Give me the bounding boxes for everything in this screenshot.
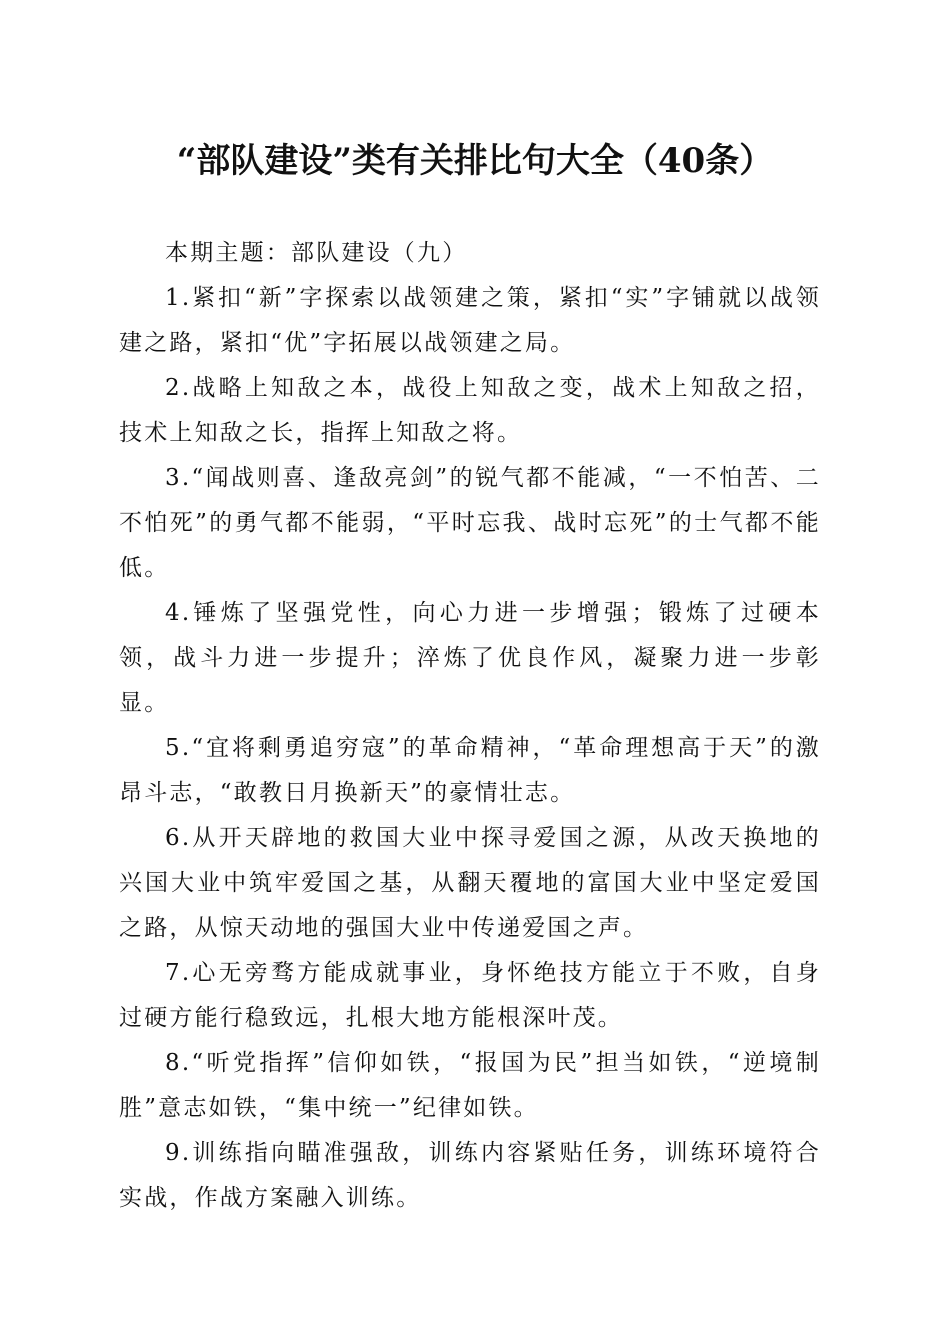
- item-paragraph-3: 3.“闻战则喜、逢敌亮剑”的锐气都不能减，“一不怕苦、二不怕死”的勇气都不能弱，“平时忘我、战时忘死”的士气都不能低。: [119, 465, 821, 581]
- item-paragraph-8: 8.“听党指挥”信仰如铁，“报国为民”担当如铁，“逆境制胜”意志如铁，“集中统一”纪律如铁。: [119, 1050, 821, 1121]
- item-paragraph-2: 2.战略上知敌之本，战役上知敌之变，战术上知敌之招，技术上知敌之长，指挥上知敌之将。: [119, 375, 821, 446]
- item-paragraph-7: 7.心无旁骛方能成就事业，身怀绝技方能立于不败，自身过硬方能行稳致远，扎根大地方能根深叶茂。: [119, 960, 821, 1031]
- document-title: “部队建设”类有关排比句大全（40条）: [176, 141, 774, 181]
- item-paragraph-4: 4.锤炼了坚强党性，向心力进一步增强；锻炼了过硬本领，战斗力进一步提升；淬炼了优良作风，凝聚力进一步彰显。: [119, 600, 821, 716]
- item-paragraph-6: 6.从开天辟地的救国大业中探寻爱国之源，从改天换地的兴国大业中筑牢爱国之基，从翻天覆地的富国大业中坚定爱国之路，从惊天动地的强国大业中传递爱国之声。: [119, 825, 821, 941]
- subtitle-paragraph: 本期主题：部队建设（九）: [165, 240, 468, 266]
- document-body: [119, 231, 821, 1221]
- item-paragraph-9: 9.训练指向瞄准强敌，训练内容紧贴任务，训练环境符合实战，作战方案融入训练。: [119, 1140, 821, 1211]
- item-paragraph-1: 1.紧扣“新”字探索以战领建之策，紧扣“实”字铺就以战领建之路，紧扣“优”字拓展以战领建之局。: [119, 285, 821, 356]
- item-paragraph-5: 5.“宜将剩勇追穷寇”的革命精神，“革命理想高于天”的激昂斗志，“敢教日月换新天”的豪情壮志。: [119, 735, 821, 806]
